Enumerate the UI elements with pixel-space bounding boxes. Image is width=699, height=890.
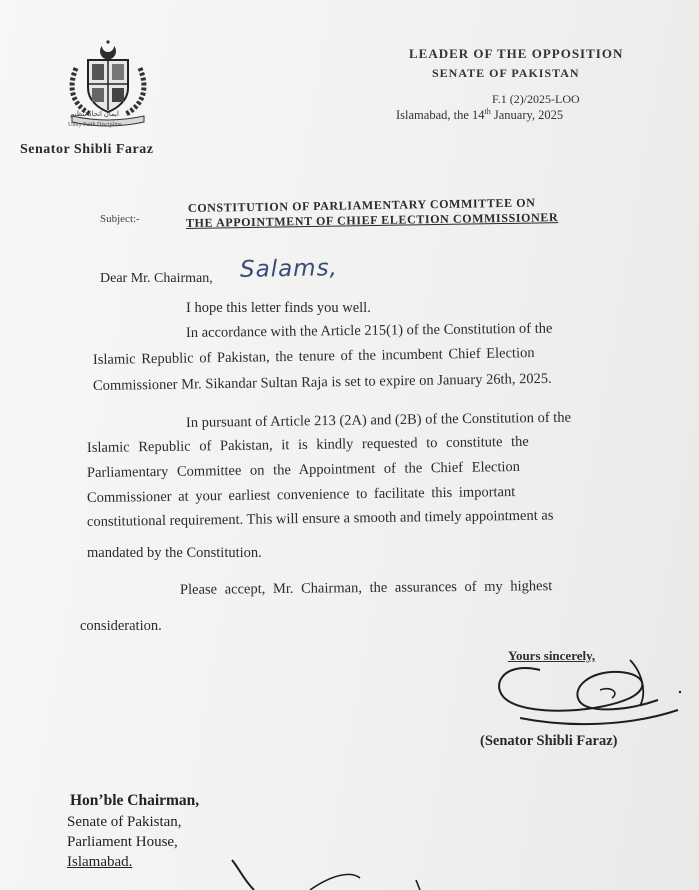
letter-date xyxy=(396,107,563,123)
body-p3-line-1: In pursuant of Article 213 (2A) and (2B) of the Constitution of the xyxy=(185,409,572,431)
subject-line-1: CONSTITUTION OF PARLIAMENTARY COMMITTEE ON xyxy=(187,195,536,215)
salutation: Dear Mr. Chairman, xyxy=(100,271,213,286)
sender-name: Senator Shibli Faraz xyxy=(20,142,154,157)
recipient-line-4: Islamabad. xyxy=(67,854,133,870)
yours-sincerely: Yours sincerely, xyxy=(508,648,596,663)
recipient-line-2: Senate of Pakistan, xyxy=(67,814,182,830)
date-prefix: Islamabad, the 14 xyxy=(396,108,485,123)
body-paragraph-1: I hope this letter finds you well. xyxy=(186,300,371,316)
date-suffix: January, 2025 xyxy=(490,108,564,123)
subject-line-2: THE APPOINTMENT OF CHIEF ELECTION COMMISSIONER xyxy=(185,210,559,230)
body-p2-line-1: In accordance with the Article 215(1) of the Constitution of the xyxy=(185,320,553,341)
body-p4-line-2: consideration. xyxy=(80,618,162,634)
body-p3-line-2: Islamic Republic of Pakistan, it is kindly requested to constitute the xyxy=(86,433,529,456)
body-p4-line-1: Please accept, Mr. Chairman, the assurances of my highest xyxy=(179,578,553,598)
office-title: LEADER OF THE OPPOSITION xyxy=(409,46,624,61)
office-subtitle: SENATE OF PAKISTAN xyxy=(432,66,580,80)
pen-mark-icon xyxy=(220,850,440,890)
body-p3-line-3: Parliamentary Committee on the Appointment of the Chief Election xyxy=(86,458,521,481)
subject-label: Subject:- xyxy=(100,213,140,225)
date-superscript: th xyxy=(484,107,491,116)
emblem-motto-urdu: ایمان اتحاد تنظیم xyxy=(70,110,119,118)
body-p3-line-5: constitutional requirement. This will ensure a smooth and timely appointment as xyxy=(86,507,554,530)
reference-number: F.1 (2)/2025-LOO xyxy=(492,92,580,106)
recipient-title: Hon’ble Chairman, xyxy=(70,792,200,809)
body-p2-line-2: Islamic Republic of Pakistan, the tenure of the incumbent Chief Election xyxy=(92,345,535,368)
body-p3-line-4: Commissioner at your earliest convenience to facilitate this important xyxy=(86,484,516,506)
emblem-motto-english: Unity Faith Discipline xyxy=(68,122,122,128)
signatory-name: (Senator Shibli Faraz) xyxy=(480,733,618,749)
recipient-line-3: Parliament House, xyxy=(67,834,178,850)
body-p3-line-6: mandated by the Constitution. xyxy=(87,545,262,561)
handwritten-greeting: Salams, xyxy=(239,255,339,283)
body-p2-line-3: Commissioner Mr. Sikandar Sultan Raja is set to expire on January 26th, 2025. xyxy=(92,370,552,394)
